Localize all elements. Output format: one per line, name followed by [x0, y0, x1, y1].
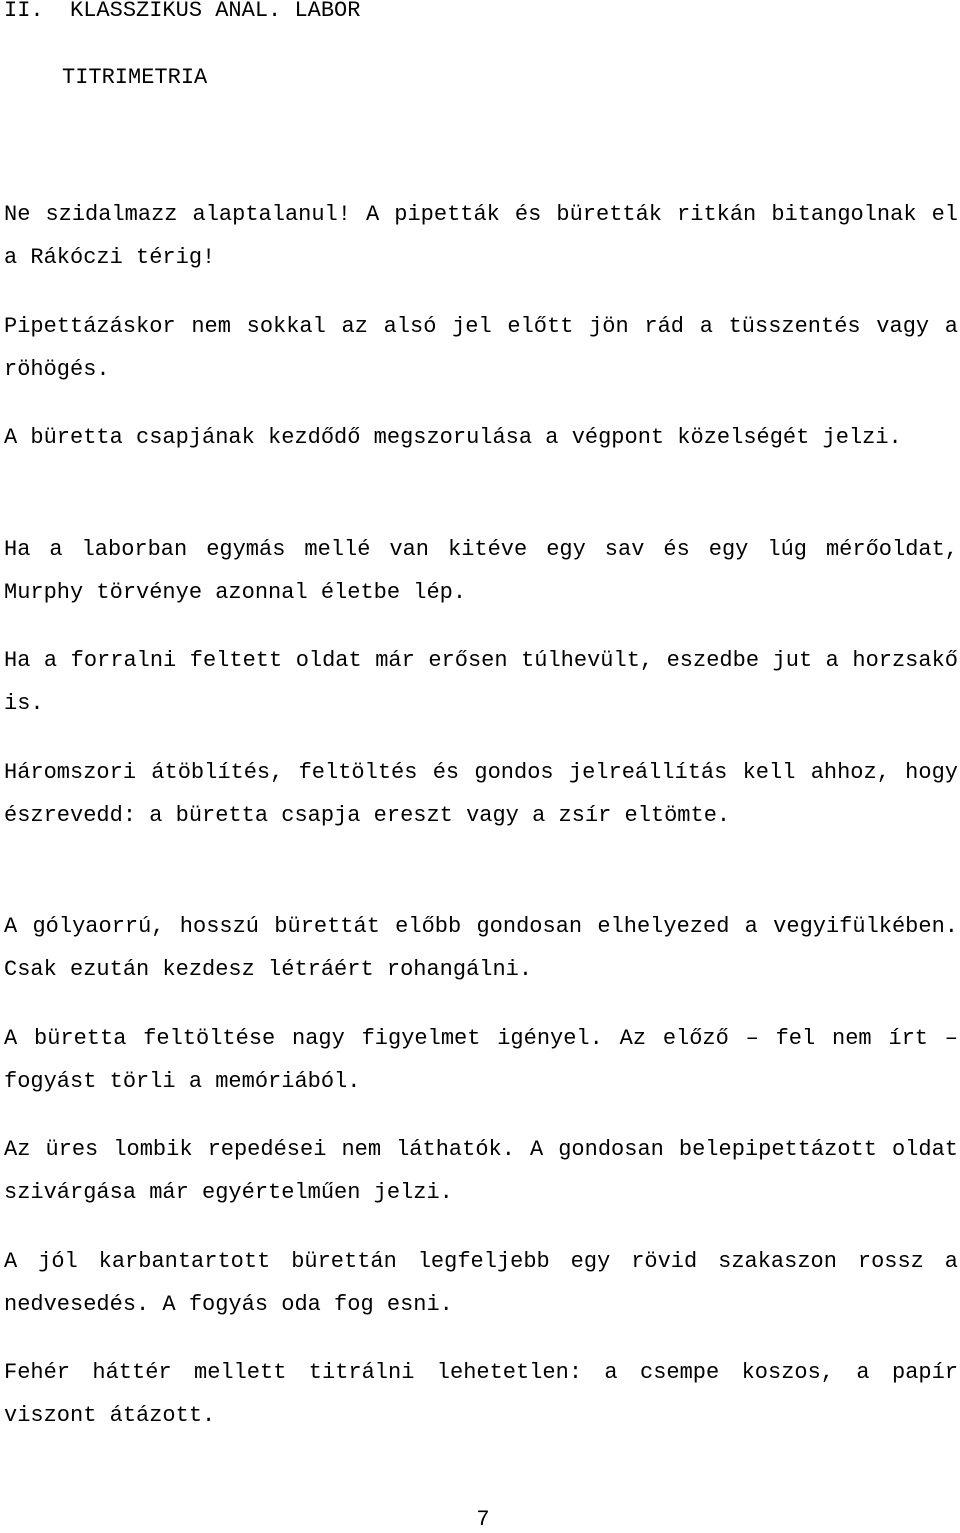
paragraph-11: Fehér háttér mellett titrálni lehetetlen: a csempe koszos, a papír viszont átázott. — [4, 1360, 958, 1428]
paragraph-5: Ha a forralni feltett oldat már erősen túlhevült, eszedbe jut a horzsakő is. — [4, 648, 958, 716]
paragraph-10: A jól karbantartott bürettán legfeljebb egy rövid szakaszon rossz a nedvesedés. A fogyás oda fog esni. — [4, 1249, 958, 1317]
subsection-heading: TITRIMETRIA — [62, 65, 208, 90]
paragraph-8: A büretta feltöltése nagy figyelmet igényel. Az előző – fel nem írt – fogyást törli a memóriából. — [4, 1026, 958, 1094]
paragraph-9: Az üres lombik repedései nem láthatók. A gondosan belepipettázott oldat szivárgása már egyértelműen jelzi. — [4, 1137, 958, 1205]
paragraph-4: Ha a laborban egymás mellé van kitéve egy sav és egy lúg mérőoldat, Murphy törvénye azonnal életbe lép. — [4, 537, 958, 605]
section-heading: II. KLASSZIKUS ANAL. LABOR — [4, 0, 361, 23]
paragraph-1: Ne szidalmazz alaptalanul! A pipetták és büretták ritkán bitangolnak el a Rákóczi térig! — [4, 202, 958, 270]
paragraph-7: A gólyaorrú, hosszú bürettát előbb gondosan elhelyezed a vegyifülkében. Csak ezután kezdesz létráért rohangálni. — [4, 914, 958, 982]
paragraph-3: A büretta csapjának kezdődő megszorulása a végpont közelségét jelzi. — [4, 425, 902, 450]
page-number: 7 — [476, 1507, 490, 1532]
paragraph-6: Háromszori átöblítés, feltöltés és gondos jelreállítás kell ahhoz, hogy észrevedd: a büretta csapja ereszt vagy a zsír eltömte. — [4, 760, 958, 828]
paragraph-2: Pipettázáskor nem sokkal az alsó jel előtt jön rád a tüsszentés vagy a röhögés. — [4, 314, 958, 382]
